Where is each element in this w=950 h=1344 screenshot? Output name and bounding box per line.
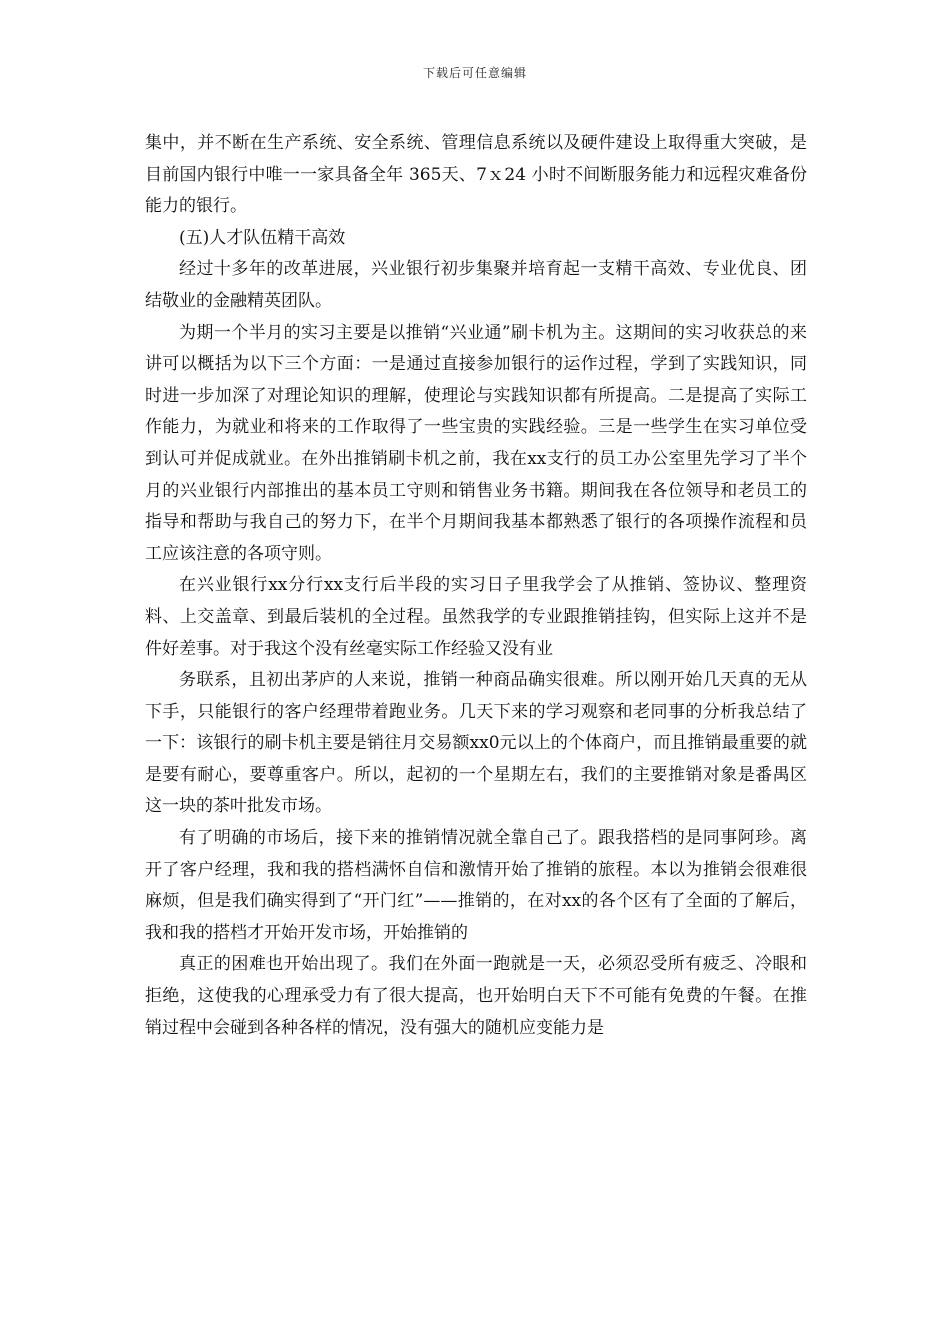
paragraph: 经过十多年的改革进展，兴业银行初步集聚并培育起一支精干高效、专业优良、团结敬业的金融精英团队。 [145,259,807,311]
document-body [145,128,807,1044]
page-header: 下载后可任意编辑 [422,66,527,80]
paragraph: 务联系，且初出茅庐的人来说，推销一种商品确实很难。所以刚开始几天真的无从下手，只能银行的客户经理带着跑业务。几天下来的学习观察和老同事的分析我总结了一下：该银行的刷卡机主要是销往月交易额xx0元以上的个体商户，而且推销最重要的就是要有耐心，要尊重客户。所以，起初的一个星期左右，我们的主要推销对象是番禺区这一块的茶叶批发市场。 [145,670,807,817]
paragraph: 真正的困难也开始出现了。我们在外面一跑就是一天，必须忍受所有疲乏、冷眼和拒绝，这使我的心理承受力有了很大提高，也开始明白天下不可能有免费的午餐。在推销过程中会碰到各种各样的情况，没有强大的随机应变能力是 [145,954,807,1038]
paragraph: 集中，并不断在生产系统、安全系统、管理信息系统以及硬件建设上取得重大突破，是目前国内银行中唯一一家具备全年 365天、7ｘ24 小时不间断服务能力和远程灾难备份能力的银行。 [145,133,807,217]
paragraph: 在兴业银行xx分行xx支行后半段的实习日子里我学会了从推销、签协议、整理资料、上交盖章、到最后装机的全过程。虽然我学的专业跟推销挂钩，但实际上这并不是件好差事。对于我这个没有丝毫实际工作经验又没有业 [145,575,807,659]
paragraph: 有了明确的市场后，接下来的推销情况就全靠自己了。跟我搭档的是同事阿珍。离开了客户经理，我和我的搭档满怀自信和激情开始了推销的旅程。本以为推销会很难很麻烦，但是我们确实得到了“开门红”——推销的，在对xx的各个区有了全面的了解后，我和我的搭档才开始开发市场，开始推销的 [145,828,807,943]
section-heading: (五)人才队伍精干高效 [179,227,346,248]
paragraph: 为期一个半月的实习主要是以推销“兴业通”刷卡机为主。这期间的实习收获总的来讲可以概括为以下三个方面：一是通过直接参加银行的运作过程，学到了实践知识，同时进一步加深了对理论知识的理解，使理论与实践知识都有所提高。二是提高了实际工作能力，为就业和将来的工作取得了一些宝贵的实践经验。三是一些学生在实习单位受到认可并促成就业。在外出推销刷卡机之前，我在xx支行的员工办公室里先学习了半个月的兴业银行内部推出的基本员工守则和销售业务书籍。期间我在各位领导和老员工的指导和帮助与我自己的努力下，在半个月期间我基本都熟悉了银行的各项操作流程和员工应该注意的各项守则。 [145,322,807,564]
